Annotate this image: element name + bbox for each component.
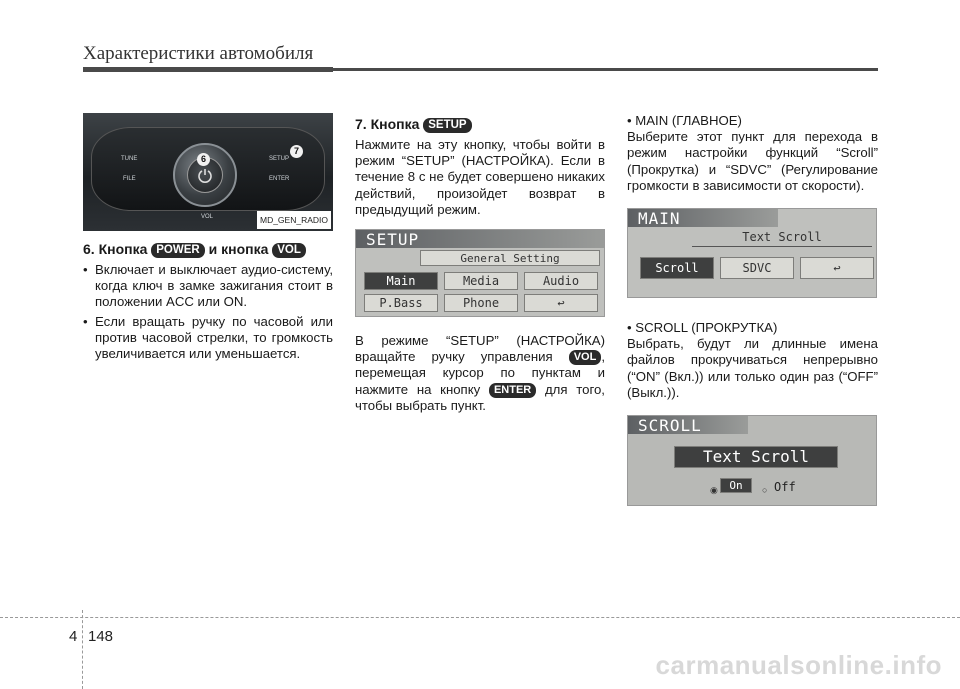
header-rule (83, 68, 878, 71)
bullet-1: • Включает и выключает аудио-систему, когда ключ в замке зажигания стоит в положении ACC или ON. (83, 262, 333, 311)
enter-pill-inline: ENTER (489, 383, 536, 398)
setup-label: SETUP (269, 156, 290, 162)
setup-main-button: Main (364, 272, 438, 290)
heading-mid: и кнопка (208, 241, 269, 257)
p2-part-c: для того, чтобы выбрать пункт. (355, 381, 605, 413)
watermark: carmanualsonline.info (655, 650, 942, 680)
column-2 (355, 113, 605, 414)
enter-label: ENTER (269, 176, 290, 182)
section-6-heading (83, 241, 333, 258)
screen-title: SETUP (366, 230, 420, 250)
main-scroll-button: Scroll (640, 257, 714, 279)
power-icon (197, 167, 213, 183)
column-1 (83, 113, 333, 365)
setup-back-button: ↩ (524, 294, 598, 312)
text-scroll-banner: Text Scroll (674, 446, 838, 468)
screen-title: MAIN (638, 209, 681, 229)
footer-dashed-line (0, 617, 960, 618)
vol-pill: VOL (272, 243, 306, 258)
radio-on-icon: ◉ (710, 485, 718, 496)
power-pill: POWER (151, 243, 204, 258)
footer-vertical-line (82, 610, 83, 689)
page-number: 148 (88, 628, 114, 645)
main-text: Выберите этот пункт для перехода в режим настройки функций “Scroll” (Прокрутка) и “SDVC” (Регулирование громкости в зависимости от скорости). (627, 129, 878, 193)
setup-phone-button: Phone (444, 294, 518, 312)
setup-pbass-button: P.Bass (364, 294, 438, 312)
text-scroll-label: Text Scroll (692, 229, 872, 247)
section-7-paragraph-1: Нажмите на эту кнопку, чтобы войти в режим “SETUP” (НАСТРОЙКА). Если в течение 8 с не будет совершено никаких действий, произойдет возврат в предыдущий режим. (355, 137, 605, 217)
scroll-on-option: On (720, 478, 752, 493)
section-7-paragraph-2 (355, 333, 605, 414)
main-bullet: • MAIN (ГЛАВНОЕ) (627, 113, 742, 128)
radio-photo (83, 113, 333, 231)
main-sdvc-button: SDVC (720, 257, 794, 279)
setup-screen (355, 229, 605, 317)
general-setting-label: General Setting (420, 250, 600, 266)
screen-title: SCROLL (638, 416, 702, 436)
callout-7: 7 (290, 145, 303, 158)
file-label: FILE (123, 176, 136, 182)
chapter-number: 4 (69, 628, 78, 645)
section-6-bullets (83, 262, 333, 362)
bullet-2: • Если вращать ручку по часовой или против часовой стрелки, то громкость увеличивается или уменьшается. (83, 314, 333, 363)
p2-part-a: В режиме “SETUP” (НАСТРОЙКА) вращайте ручку управления (355, 333, 605, 365)
callout-6: 6 (197, 153, 210, 166)
scroll-text: Выбрать, будут ли длинные имена файлов прокручиваться непрерывно (“ON” (Вкл.)) или только один раз (“OFF” (Выкл.)). (627, 336, 878, 400)
scroll-screen (627, 415, 877, 506)
heading-prefix: 6. Кнопка (83, 241, 148, 257)
setup-media-button: Media (444, 272, 518, 290)
p2-part-b: , перемещая курсор по пунктам и нажмите на кнопку (355, 349, 605, 397)
vol-pill-inline: VOL (569, 350, 602, 365)
main-screen (627, 208, 877, 298)
section-7-heading (355, 116, 605, 133)
scroll-off-option: Off (774, 480, 796, 495)
setup-audio-button: Audio (524, 272, 598, 290)
main-back-button: ↩ (800, 257, 874, 279)
radio-off-icon: ○ (762, 485, 768, 496)
setup-pill: SETUP (423, 118, 471, 133)
tune-label: TUNE (121, 156, 138, 162)
vol-label: VOL (201, 214, 214, 220)
photo-caption: MD_GEN_RADIO (257, 211, 331, 229)
scroll-bullet: • SCROLL (ПРОКРУТКА) (627, 320, 778, 336)
column-3 (627, 113, 878, 506)
heading-prefix: 7. Кнопка (355, 116, 420, 132)
page-header-title: Характеристики автомобиля (83, 43, 314, 64)
